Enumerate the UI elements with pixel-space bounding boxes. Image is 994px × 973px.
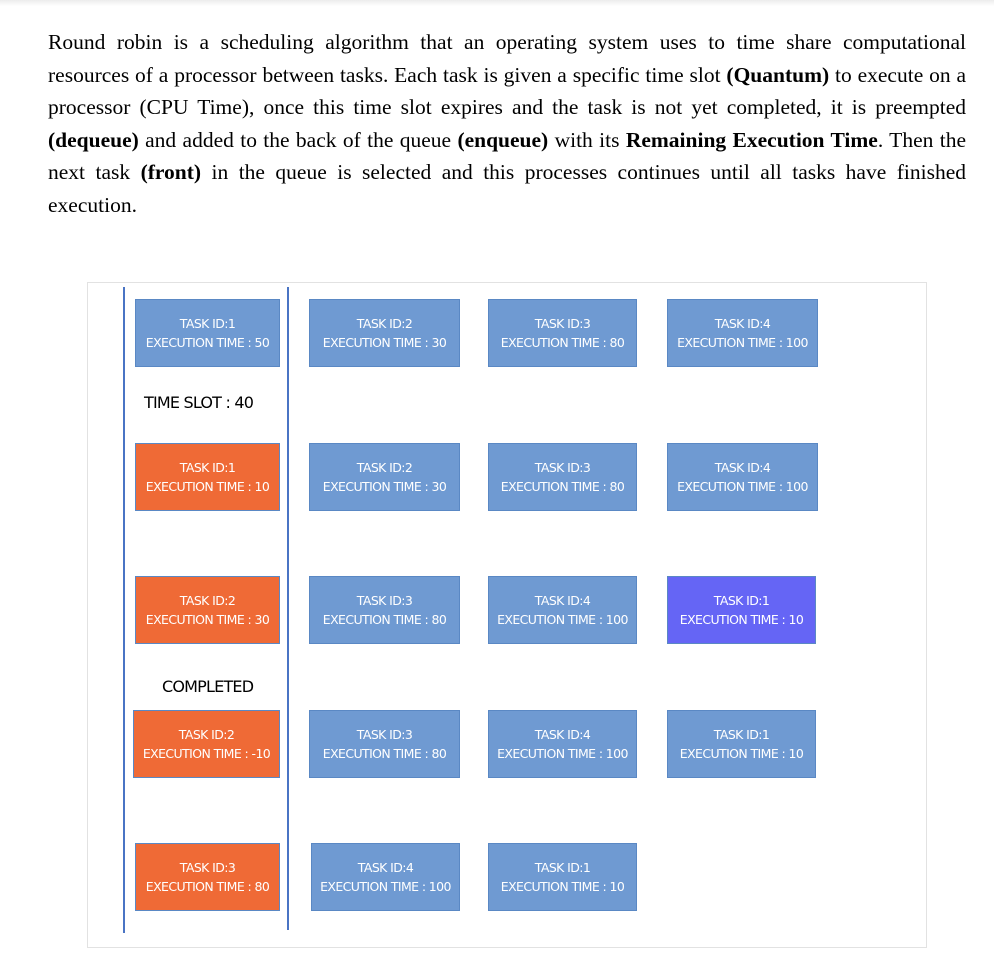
task-execution-time: EXECUTION TIME : 10	[145, 479, 270, 494]
task-id: TASK ID:2	[356, 316, 413, 331]
task-execution-time: EXECUTION TIME : 30	[322, 479, 447, 494]
paragraph-text: and added to the back of the queue	[138, 127, 458, 152]
task-box	[133, 710, 280, 778]
paragraph-text: Round robin is a scheduling algorithm that an operating system uses to time share computational resources of a processor between tasks. Each task is given a specific time slot	[48, 30, 966, 87]
task-id: TASK ID:3	[534, 316, 591, 331]
task-box	[667, 710, 816, 778]
completed-label: COMPLETED	[162, 677, 254, 696]
task-id: TASK ID:2	[356, 460, 413, 475]
task-box	[311, 843, 460, 911]
task-execution-time: EXECUTION TIME : -10	[142, 746, 271, 761]
task-execution-time: EXECUTION TIME : 80	[322, 612, 447, 627]
task-box	[488, 576, 637, 644]
task-id: TASK ID:3	[179, 860, 236, 875]
task-execution-time: EXECUTION TIME : 100	[677, 335, 808, 350]
task-id: TASK ID:4	[714, 460, 771, 475]
task-execution-time: EXECUTION TIME : 30	[145, 612, 270, 627]
round-robin-diagram	[87, 282, 927, 948]
task-execution-time: EXECUTION TIME : 100	[497, 612, 628, 627]
left-axis-line	[123, 287, 125, 933]
task-execution-time: EXECUTION TIME : 10	[679, 746, 804, 761]
bold-enqueue: (enqueue)	[457, 127, 549, 152]
task-box	[309, 299, 460, 367]
bold-dequeue: (dequeue)	[48, 127, 139, 152]
task-box	[309, 576, 460, 644]
task-id: TASK ID:4	[357, 860, 414, 875]
task-execution-time: EXECUTION TIME : 80	[145, 879, 270, 894]
task-execution-time: EXECUTION TIME : 80	[500, 479, 625, 494]
task-id: TASK ID:2	[178, 727, 235, 742]
task-id: TASK ID:3	[534, 460, 591, 475]
task-box	[488, 710, 637, 778]
task-execution-time: EXECUTION TIME : 10	[679, 612, 804, 627]
task-id: TASK ID:3	[356, 727, 413, 742]
task-execution-time: EXECUTION TIME : 50	[145, 335, 270, 350]
task-id: TASK ID:1	[179, 316, 236, 331]
task-box	[135, 576, 280, 644]
description-paragraph	[48, 26, 966, 221]
cpu-divider-line	[287, 287, 289, 930]
paragraph-text: with its	[548, 127, 626, 152]
paragraph-text: . Then the next task	[48, 127, 966, 184]
task-id: TASK ID:4	[714, 316, 771, 331]
task-box	[309, 443, 460, 511]
task-id: TASK ID:4	[534, 727, 591, 742]
bold-remaining-execution-time: Remaining Execution Time	[625, 127, 878, 152]
task-execution-time: EXECUTION TIME : 100	[320, 879, 451, 894]
task-box	[135, 443, 280, 511]
top-shadow-bar	[0, 0, 994, 6]
task-id: TASK ID:1	[179, 460, 236, 475]
time-slot-label: TIME SLOT : 40	[144, 393, 254, 412]
task-box	[667, 299, 818, 367]
task-execution-time: EXECUTION TIME : 80	[500, 335, 625, 350]
task-id: TASK ID:3	[356, 593, 413, 608]
paragraph-text: to execute on a processor (CPU Time), once this time slot expires and the task is not yet completed, it is preempted	[48, 62, 966, 119]
task-box	[309, 710, 460, 778]
bold-front: (front)	[140, 160, 202, 184]
task-execution-time: EXECUTION TIME : 80	[322, 746, 447, 761]
task-id: TASK ID:1	[713, 593, 770, 608]
task-box	[667, 443, 818, 511]
task-id: TASK ID:2	[179, 593, 236, 608]
task-box	[135, 843, 280, 911]
task-id: TASK ID:1	[534, 860, 591, 875]
paragraph-text: in the queue is selected and this processes continues until all tasks have finished execution.	[48, 160, 966, 217]
task-id: TASK ID:1	[713, 727, 770, 742]
task-box	[135, 299, 280, 367]
task-box	[488, 843, 637, 911]
bold-quantum: (Quantum)	[726, 62, 830, 87]
task-execution-time: EXECUTION TIME : 100	[677, 479, 808, 494]
task-execution-time: EXECUTION TIME : 100	[497, 746, 628, 761]
task-box	[488, 299, 637, 367]
task-execution-time: EXECUTION TIME : 10	[500, 879, 625, 894]
task-execution-time: EXECUTION TIME : 30	[322, 335, 447, 350]
task-id: TASK ID:4	[534, 593, 591, 608]
task-box	[488, 443, 637, 511]
task-box	[667, 576, 816, 644]
